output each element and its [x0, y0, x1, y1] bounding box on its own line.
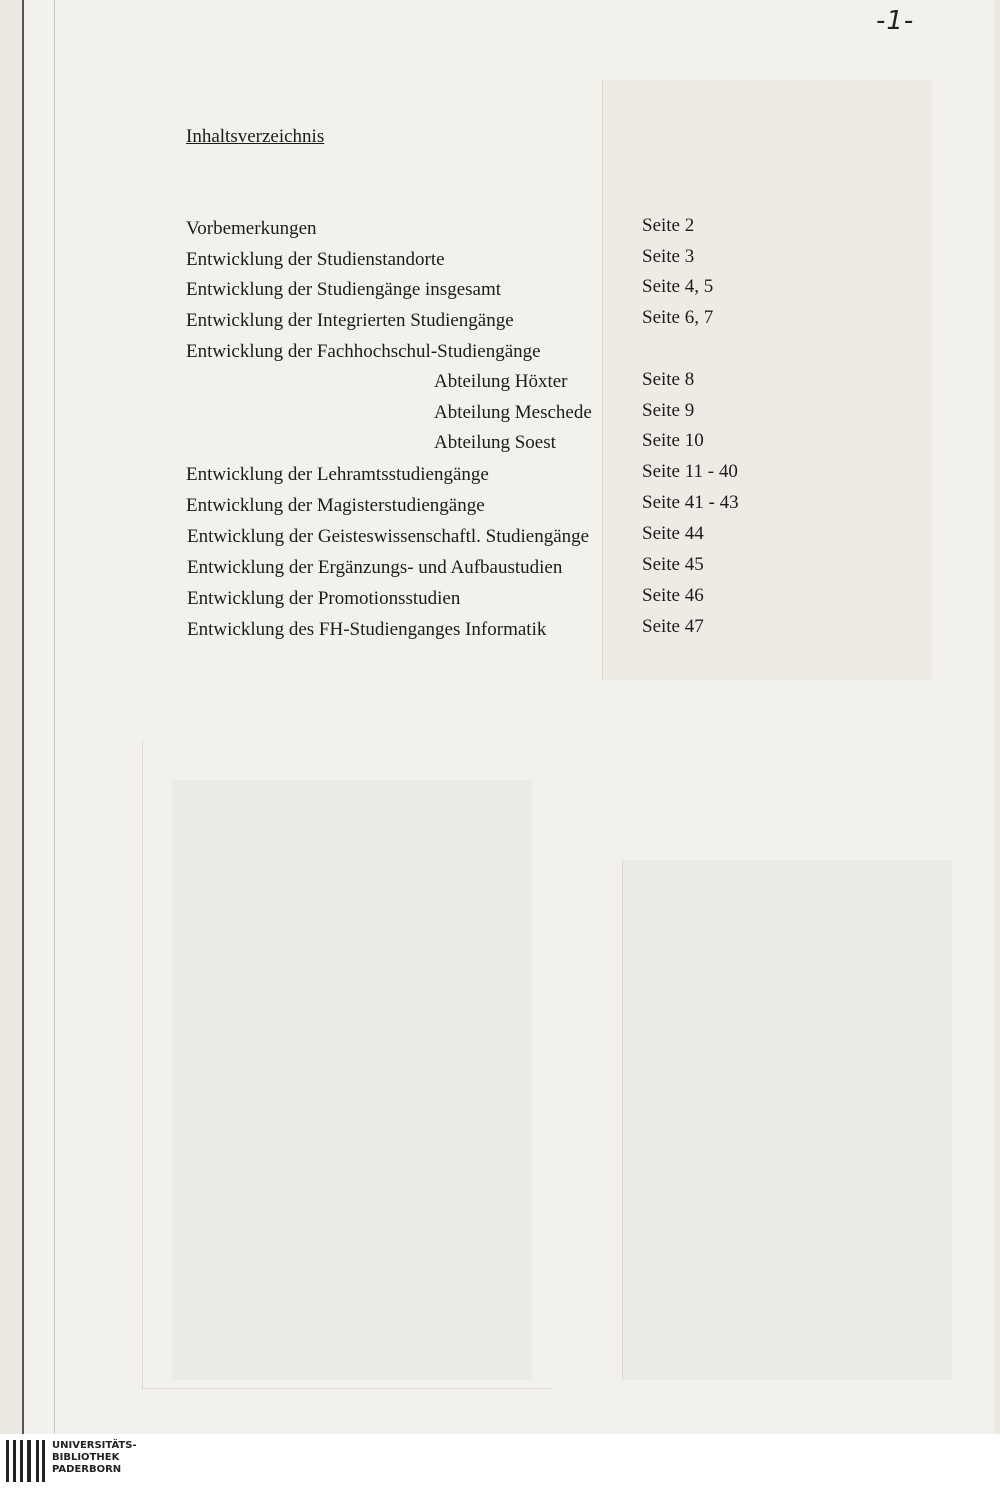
toc-entry-page: Seite 44 [642, 523, 704, 544]
library-footer [0, 1434, 1000, 1489]
toc-entry-page: Seite 46 [642, 585, 704, 606]
show-through-rule [622, 860, 623, 1380]
toc-entry-label: Entwicklung der Geisteswissenschaftl. Studiengänge [187, 526, 590, 547]
show-through-chart [172, 780, 532, 1380]
toc-title: Inhaltsverzeichnis [186, 126, 325, 147]
toc-entry-label: Entwicklung des FH-Studienganges Informatik [187, 619, 547, 640]
toc-entry-page: Seite 47 [642, 616, 704, 637]
logo-line-2: BIBLIOTHEK [52, 1452, 120, 1463]
toc-entry-label: Entwicklung der Studiengänge insgesamt [186, 279, 502, 300]
toc-entry-label: Vorbemerkungen [186, 218, 317, 239]
library-barcode-logo-icon [6, 1440, 46, 1482]
toc-entry-page: Seite 11 - 40 [642, 461, 738, 482]
toc-entry-page: Seite 6, 7 [642, 307, 714, 328]
toc-entry-label: Abteilung Meschede [434, 402, 592, 423]
logo-line-1: UNIVERSITÄTS- [52, 1440, 137, 1451]
library-logo-text [52, 1440, 137, 1476]
toc-entry-label: Entwicklung der Ergänzungs- und Aufbaustudien [187, 557, 563, 578]
toc-entry-label: Entwicklung der Lehramtsstudiengänge [186, 464, 489, 485]
toc-entry-label: Abteilung Soest [434, 432, 556, 453]
toc-entry-page: Seite 45 [642, 554, 704, 575]
toc-entry-page: Seite 10 [642, 430, 704, 451]
show-through-rule [142, 740, 143, 1390]
page-number: -1- [876, 6, 915, 36]
logo-line-3: PADERBORN [52, 1464, 122, 1475]
toc-entry-label: Abteilung Höxter [434, 371, 568, 392]
toc-entry-label: Entwicklung der Integrierten Studiengänge [186, 310, 514, 331]
toc-entry-page: Seite 4, 5 [642, 276, 714, 297]
document-page [22, 0, 994, 1434]
page-edge-line [54, 0, 55, 1434]
toc-entry-page: Seite 2 [642, 215, 695, 236]
toc-entry-page: Seite 8 [642, 369, 695, 390]
show-through-rule [602, 80, 603, 680]
toc-entry-page: Seite 3 [642, 246, 695, 267]
toc-entry-page: Seite 9 [642, 400, 695, 421]
show-through-rule [142, 1388, 552, 1389]
show-through-table-lower [622, 860, 952, 1380]
toc-entry-page: Seite 41 - 43 [642, 492, 739, 513]
toc-entry-label: Entwicklung der Studienstandorte [186, 249, 445, 270]
toc-entry-label: Entwicklung der Promotionsstudien [187, 588, 461, 609]
toc-entry-label: Entwicklung der Magisterstudiengänge [186, 495, 485, 516]
toc-entry-label: Entwicklung der Fachhochschul-Studiengänge [186, 341, 541, 362]
